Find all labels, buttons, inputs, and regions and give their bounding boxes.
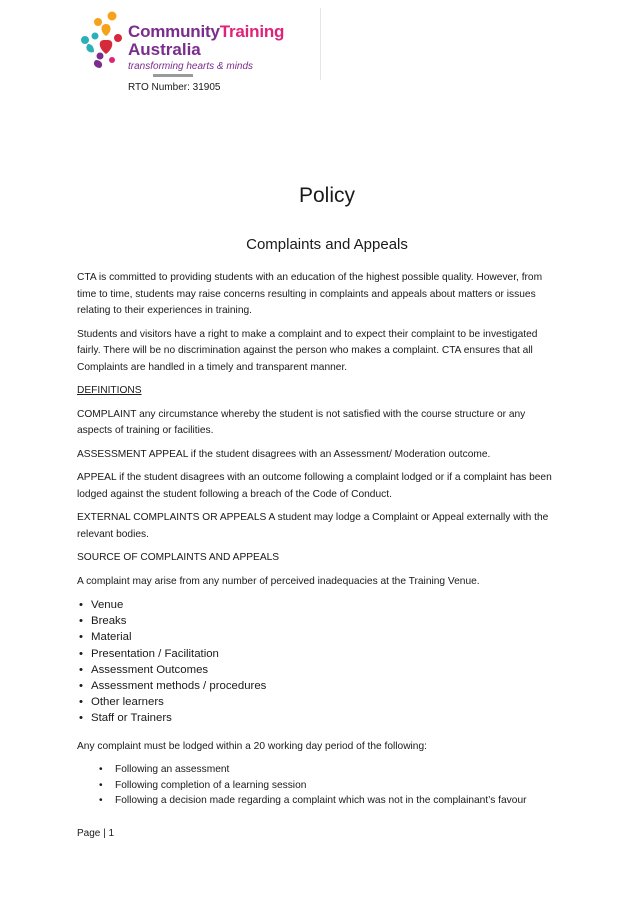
definition-complaint: COMPLAINT any circumstance whereby the student is not satisfied with the course structure or any aspects of training or facilities.: [77, 408, 526, 436]
list-item: • Material: [77, 629, 563, 645]
logo-wordmark: [128, 22, 284, 42]
list-item: • Venue: [77, 597, 563, 613]
logo-word-community: Community: [128, 22, 220, 41]
list-item: • Following an assessment: [77, 762, 563, 778]
intro-paragraph-2: Students and visitors have a right to make a complaint and to expect their complaint to be investigated fairly. There will be no discrimination against the person who makes a complaint. CTA ensures that all Complaints are handled in a timely and transparent manner.: [77, 328, 538, 373]
intro-paragraph-1: CTA is committed to providing students with an education of the highest possible quality. However, from time to time, students may raise concerns resulting in complaints and appeals about matters or issues relating to their experiences in training.: [77, 272, 543, 316]
list-item: • Presentation / Facilitation: [77, 646, 563, 662]
page-subtitle: Complaints and Appeals: [246, 236, 408, 253]
list-item: • Other learners: [77, 694, 563, 710]
inadequacies-list: [77, 597, 563, 727]
logo-tagline: transforming hearts & minds: [128, 61, 254, 72]
logo-word-training: Training: [219, 22, 285, 41]
list-item: • Following a decision made regarding a complaint which was not in the complainant’s favour: [77, 793, 563, 809]
cta-logo: [78, 8, 323, 80]
definition-external: EXTERNAL COMPLAINTS OR APPEALS A student may lodge a Complaint or Appeal externally with the relevant bodies.: [77, 512, 549, 540]
definition-appeal: APPEAL if the student disagrees with an outcome following a complaint lodged or if a complaint has been lodged against the student following a breach of the Code of Conduct.: [77, 472, 552, 500]
page-number: Page | 1: [77, 828, 115, 839]
lodge-list: [77, 762, 563, 809]
policy-body: [77, 270, 563, 809]
logo-word-australia: Australia: [128, 40, 201, 59]
header-divider: [320, 8, 321, 80]
logo-mark-icon: [78, 10, 126, 70]
list-item: • Staff or Trainers: [77, 710, 563, 726]
definitions-heading: DEFINITIONS: [77, 385, 142, 396]
lodge-intro: Any complaint must be lodged within a 20 working day period of the following:: [77, 740, 427, 752]
source-heading: SOURCE OF COMPLAINTS AND APPEALS: [77, 552, 280, 563]
list-item: • Following completion of a learning session: [77, 778, 563, 794]
logo-fineprint: [153, 74, 193, 77]
rto-number: RTO Number: 31905: [128, 82, 221, 93]
source-intro: A complaint may arise from any number of perceived inadequacies at the Training Venue.: [77, 575, 480, 587]
definition-assessment-appeal: ASSESSMENT APPEAL if the student disagrees with an Assessment/ Moderation outcome.: [77, 448, 491, 460]
list-item: • Breaks: [77, 613, 563, 629]
list-item: • Assessment Outcomes: [77, 662, 563, 678]
page-title: Policy: [298, 184, 356, 207]
list-item: • Assessment methods / procedures: [77, 678, 563, 694]
